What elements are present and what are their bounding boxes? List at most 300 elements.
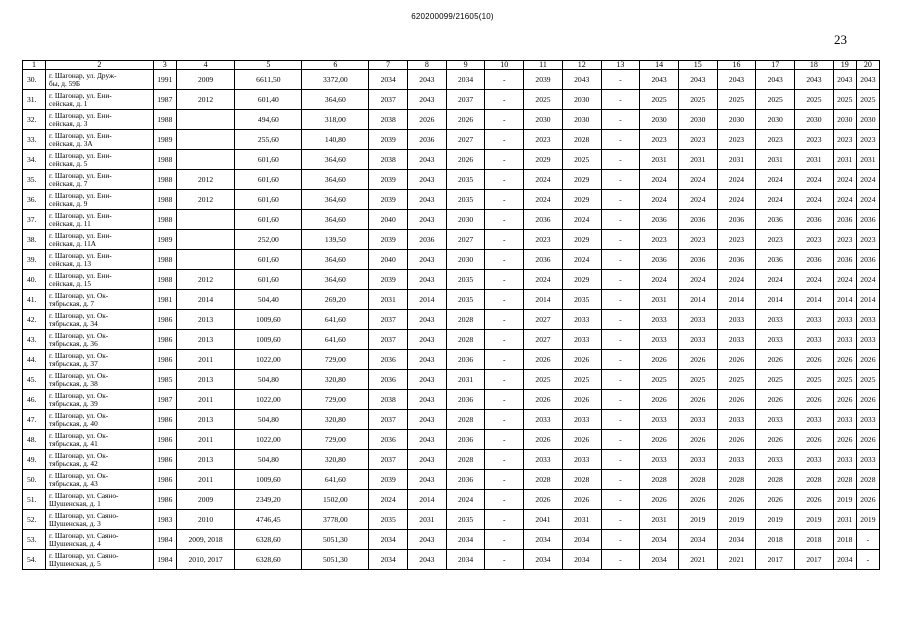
row-number: 43.	[23, 330, 46, 350]
table-cell: 2026	[795, 430, 834, 450]
table-cell	[176, 110, 235, 130]
table-cell: 1988	[153, 190, 176, 210]
address-cell: г. Шагонар, ул. Ени- сейская, д. 7	[46, 170, 154, 190]
table-cell: 2024	[833, 270, 856, 290]
table-cell: 2034	[640, 530, 679, 550]
table-cell: 2024	[640, 170, 679, 190]
table-cell: 2018	[795, 530, 834, 550]
table-cell: 2035	[562, 290, 601, 310]
table-cell: 601,60	[235, 170, 302, 190]
table-cell: -	[601, 450, 640, 470]
table-cell: 2026	[717, 390, 756, 410]
table-cell: 364,60	[302, 190, 369, 210]
table-cell: 2030	[833, 110, 856, 130]
table-cell: 6328,60	[235, 530, 302, 550]
table-cell: 2026	[856, 430, 879, 450]
table-cell: 2043	[408, 350, 447, 370]
table-cell: 2030	[717, 110, 756, 130]
table-cell: 2026	[408, 110, 447, 130]
table-cell: 3372,00	[302, 70, 369, 90]
table-cell: 2012	[176, 170, 235, 190]
table-cell: 1981	[153, 290, 176, 310]
address-cell: г. Шагонар, ул. Ок- тябрьская, д. 37	[46, 350, 154, 370]
table-row	[23, 450, 880, 470]
table-cell: 2033	[833, 410, 856, 430]
table-cell: 2030	[446, 210, 485, 230]
table-cell: 2026	[640, 390, 679, 410]
row-number: 48.	[23, 430, 46, 450]
table-cell: 2031	[856, 150, 879, 170]
table-cell: 2031	[562, 510, 601, 530]
table-cell: 2033	[717, 450, 756, 470]
table-cell: 1988	[153, 270, 176, 290]
table-cell: 2023	[856, 130, 879, 150]
table-cell: 2026	[756, 390, 795, 410]
table-row	[23, 190, 880, 210]
table-cell: 4746,45	[235, 510, 302, 530]
table-cell: 2034	[369, 550, 408, 570]
table-cell: 2031	[833, 150, 856, 170]
table-cell: 2023	[640, 230, 679, 250]
table-cell: 2033	[562, 330, 601, 350]
column-header: 13	[601, 61, 640, 70]
table-cell: -	[601, 250, 640, 270]
table-cell: 2024	[756, 170, 795, 190]
table-cell: 2028	[524, 470, 563, 490]
table-cell: 2033	[833, 310, 856, 330]
table-cell: 2034	[717, 530, 756, 550]
table-cell: 2023	[756, 130, 795, 150]
table-cell: 641,60	[302, 470, 369, 490]
table-cell: 2031	[678, 150, 717, 170]
table-cell: -	[485, 210, 524, 230]
column-header: 1	[23, 61, 46, 70]
table-cell: 2026	[833, 430, 856, 450]
table-cell: 2034	[562, 550, 601, 570]
table-cell: 2031	[833, 510, 856, 530]
row-number: 51.	[23, 490, 46, 510]
table-cell: 2036	[717, 210, 756, 230]
table-cell: 2026	[524, 390, 563, 410]
table-cell: -	[601, 550, 640, 570]
table-cell: 2033	[717, 310, 756, 330]
table-cell: 2017	[795, 550, 834, 570]
table-cell: 2031	[640, 290, 679, 310]
table-cell: 6328,60	[235, 550, 302, 570]
table-row	[23, 470, 880, 490]
table-cell: -	[485, 390, 524, 410]
table-cell: 2031	[756, 150, 795, 170]
table-cell: 2024	[562, 250, 601, 270]
table-cell: 2023	[640, 130, 679, 150]
table-cell: -	[601, 530, 640, 550]
table-cell: 2028	[678, 470, 717, 490]
row-number: 39.	[23, 250, 46, 270]
row-number: 32.	[23, 110, 46, 130]
table-cell: 601,60	[235, 190, 302, 210]
table-cell: -	[485, 530, 524, 550]
table-cell: 1984	[153, 530, 176, 550]
table-cell: 2037	[369, 410, 408, 430]
table-cell: 2025	[640, 90, 679, 110]
table-cell: 2035	[446, 290, 485, 310]
row-number: 31.	[23, 90, 46, 110]
table-cell: -	[485, 250, 524, 270]
column-header: 9	[446, 61, 485, 70]
address-cell: г. Шагонар, ул. Саяно- Шушенская, д. 1	[46, 490, 154, 510]
column-header: 10	[485, 61, 524, 70]
table-cell: 2043	[408, 90, 447, 110]
address-cell: г. Шагонар, ул. Ени- сейская, д. 11	[46, 210, 154, 230]
table-cell: 2033	[833, 450, 856, 470]
table-cell: 1986	[153, 470, 176, 490]
table-cell: 2043	[562, 70, 601, 90]
table-cell: 2024	[717, 170, 756, 190]
table-cell: 2036	[369, 370, 408, 390]
table-cell: 2027	[524, 310, 563, 330]
table-cell: 2024	[678, 170, 717, 190]
table-cell: 2026	[795, 490, 834, 510]
table-cell: 2033	[562, 410, 601, 430]
table-cell: 2014	[678, 290, 717, 310]
table-cell: 2014	[756, 290, 795, 310]
table-cell: 2036	[756, 250, 795, 270]
table-cell: 2031	[369, 290, 408, 310]
table-cell: 2023	[717, 230, 756, 250]
table-cell: 2025	[833, 370, 856, 390]
row-number: 46.	[23, 390, 46, 410]
table-cell: 2014	[408, 290, 447, 310]
table-cell: 2031	[717, 150, 756, 170]
table-cell: 504,80	[235, 370, 302, 390]
table-cell: 2031	[795, 150, 834, 170]
table-row	[23, 350, 880, 370]
table-cell: 2026	[524, 490, 563, 510]
table-cell: 641,60	[302, 310, 369, 330]
table-cell: -	[601, 130, 640, 150]
table-cell: 2030	[640, 110, 679, 130]
table-row	[23, 250, 880, 270]
table-cell: 2033	[756, 450, 795, 470]
table-cell: 1987	[153, 390, 176, 410]
table-cell: 2023	[524, 130, 563, 150]
table-cell: 1986	[153, 330, 176, 350]
table-cell: 2043	[795, 70, 834, 90]
row-number: 54.	[23, 550, 46, 570]
table-cell: 2013	[176, 370, 235, 390]
table-cell: 2026	[795, 390, 834, 410]
table-cell: 2024	[756, 190, 795, 210]
table-cell: 2039	[369, 230, 408, 250]
table-cell: 2023	[678, 130, 717, 150]
table-cell	[176, 210, 235, 230]
table-cell: 2023	[524, 230, 563, 250]
table-cell: 2013	[176, 410, 235, 430]
table-cell: 1986	[153, 410, 176, 430]
table-cell: 2023	[856, 230, 879, 250]
column-header: 15	[678, 61, 717, 70]
table-cell: -	[601, 70, 640, 90]
table-cell: 729,00	[302, 390, 369, 410]
table-row	[23, 150, 880, 170]
table-body	[23, 70, 880, 570]
table-row	[23, 390, 880, 410]
table-cell: 2036	[795, 210, 834, 230]
table-cell: -	[601, 110, 640, 130]
table-cell: 2019	[795, 510, 834, 530]
table-cell: 2036	[678, 250, 717, 270]
table-row	[23, 410, 880, 430]
table-cell: 2012	[176, 190, 235, 210]
table-cell: 1988	[153, 210, 176, 230]
table-cell: 1986	[153, 430, 176, 450]
table-cell: 2024	[856, 190, 879, 210]
row-number: 44.	[23, 350, 46, 370]
table-cell: 2019	[717, 510, 756, 530]
table-cell: 2010	[176, 510, 235, 530]
address-cell: г. Шагонар, ул. Саяно- Шушенская, д. 3	[46, 510, 154, 530]
table-cell: 1988	[153, 110, 176, 130]
table-cell	[176, 130, 235, 150]
column-header: 16	[717, 61, 756, 70]
table-cell: 1022,00	[235, 350, 302, 370]
table-cell: 2026	[446, 150, 485, 170]
table-cell: 2014	[408, 490, 447, 510]
table-cell: 601,60	[235, 210, 302, 230]
address-cell: г. Шагонар, ул. Ени- сейская, д. 9	[46, 190, 154, 210]
table-cell: 255,60	[235, 130, 302, 150]
table-cell: 1986	[153, 450, 176, 470]
table-cell: 2043	[408, 270, 447, 290]
table-cell: 2036	[524, 210, 563, 230]
table-cell: 1986	[153, 350, 176, 370]
table-cell: 2014	[856, 290, 879, 310]
table-cell: 2037	[369, 450, 408, 470]
table-row	[23, 90, 880, 110]
table-cell: 2021	[717, 550, 756, 570]
table-cell: 2014	[717, 290, 756, 310]
table-cell: 2043	[408, 430, 447, 450]
address-cell: г. Шагонар, ул. Ок- тябрьская, д. 7	[46, 290, 154, 310]
table-cell: 2026	[795, 350, 834, 370]
table-cell: 1009,60	[235, 330, 302, 350]
address-cell: г. Шагонар, ул. Ок- тябрьская, д. 43	[46, 470, 154, 490]
table-cell: 2043	[408, 210, 447, 230]
table-cell: 2031	[640, 510, 679, 530]
table-cell: 2030	[562, 110, 601, 130]
table-cell: -	[485, 90, 524, 110]
table-cell: -	[601, 230, 640, 250]
table-cell: 2034	[446, 70, 485, 90]
table-cell: -	[485, 310, 524, 330]
table-cell: -	[601, 270, 640, 290]
table-cell: 364,60	[302, 250, 369, 270]
table-cell: 2014	[176, 290, 235, 310]
row-number: 30.	[23, 70, 46, 90]
table-cell: 1009,60	[235, 310, 302, 330]
table-cell: 2035	[446, 170, 485, 190]
table-cell: 2036	[369, 350, 408, 370]
table-cell: 2036	[833, 250, 856, 270]
table-cell: 2034	[524, 550, 563, 570]
table-cell: -	[485, 190, 524, 210]
table-row	[23, 490, 880, 510]
table-cell: 2033	[856, 330, 879, 350]
table-cell: 364,60	[302, 210, 369, 230]
table-cell: 2034	[446, 530, 485, 550]
table-cell: 2025	[562, 150, 601, 170]
table-row	[23, 170, 880, 190]
table-cell: 2030	[562, 90, 601, 110]
table-cell: 2023	[678, 230, 717, 250]
table-cell: 320,80	[302, 410, 369, 430]
row-number: 41.	[23, 290, 46, 310]
table-cell: 2024	[678, 270, 717, 290]
table-cell: 2025	[795, 370, 834, 390]
table-cell: 2043	[408, 150, 447, 170]
column-header: 11	[524, 61, 563, 70]
row-number: 53.	[23, 530, 46, 550]
table-cell: 2011	[176, 350, 235, 370]
table-cell: 2028	[640, 470, 679, 490]
table-cell: 2034	[369, 70, 408, 90]
table-cell: 2036	[833, 210, 856, 230]
table-cell: 2026	[678, 390, 717, 410]
table-cell: 2039	[369, 270, 408, 290]
table-cell: 2019	[833, 490, 856, 510]
table-cell: 1987	[153, 90, 176, 110]
table-cell: 2011	[176, 390, 235, 410]
row-number: 33.	[23, 130, 46, 150]
table-row	[23, 110, 880, 130]
table-cell: 2030	[678, 110, 717, 130]
table-cell: 2012	[176, 90, 235, 110]
table-cell: 2023	[833, 130, 856, 150]
column-header: 5	[235, 61, 302, 70]
table-cell: 2033	[640, 410, 679, 430]
table-cell: 2034	[833, 550, 856, 570]
table-cell: -	[601, 310, 640, 330]
table-cell: 2028	[446, 310, 485, 330]
table-row	[23, 130, 880, 150]
column-header: 20	[856, 61, 879, 70]
table-cell: 2036	[856, 250, 879, 270]
table-cell: 2033	[756, 330, 795, 350]
page-number: 23	[834, 32, 847, 47]
table-cell: -	[601, 490, 640, 510]
table-row	[23, 530, 880, 550]
table-cell: 2026	[756, 490, 795, 510]
table-row	[23, 270, 880, 290]
table-cell: 2036	[640, 210, 679, 230]
address-cell: г. Шагонар, ул. Ок- тябрьская, д. 42	[46, 450, 154, 470]
table-cell: 2023	[756, 230, 795, 250]
table-cell: 2039	[369, 130, 408, 150]
table-cell: 2026	[524, 430, 563, 450]
table-cell: 2033	[756, 410, 795, 430]
table-cell: 2033	[856, 310, 879, 330]
table-cell: 1502,00	[302, 490, 369, 510]
table-cell: 2025	[678, 370, 717, 390]
table-cell: 2025	[795, 90, 834, 110]
table-cell: 2033	[856, 450, 879, 470]
table-cell: 504,80	[235, 410, 302, 430]
table-cell: -	[601, 370, 640, 390]
table-cell: -	[601, 350, 640, 370]
table-cell: 2039	[369, 190, 408, 210]
column-header: 4	[176, 61, 235, 70]
table-cell: 2026	[833, 350, 856, 370]
table-cell: 2026	[717, 430, 756, 450]
table-cell: 2030	[856, 110, 879, 130]
table-cell: 2028	[756, 470, 795, 490]
table-cell: 1022,00	[235, 390, 302, 410]
table-cell: 3778,00	[302, 510, 369, 530]
table-cell: 1022,00	[235, 430, 302, 450]
table-cell: 2033	[678, 410, 717, 430]
table-cell: 2025	[524, 90, 563, 110]
table-cell: 2012	[176, 270, 235, 290]
table-cell: 2036	[678, 210, 717, 230]
table-cell: 2043	[408, 450, 447, 470]
table-cell: 2026	[562, 490, 601, 510]
table-row	[23, 370, 880, 390]
row-number: 52.	[23, 510, 46, 530]
table-cell: 2043	[678, 70, 717, 90]
table-cell: 2033	[795, 330, 834, 350]
table-cell: 2033	[562, 450, 601, 470]
table-cell: 1985	[153, 370, 176, 390]
table-cell: 1009,60	[235, 470, 302, 490]
address-cell: г. Шагонар, ул. Саяно- Шушенская, д. 5	[46, 550, 154, 570]
table-cell: 1986	[153, 310, 176, 330]
table-cell: 2041	[524, 510, 563, 530]
row-number: 36.	[23, 190, 46, 210]
table-cell: 2026	[524, 350, 563, 370]
table-cell: 2024	[795, 170, 834, 190]
table-cell: 2033	[833, 330, 856, 350]
table-cell: 1988	[153, 170, 176, 190]
row-number: 37.	[23, 210, 46, 230]
table-cell: 601,60	[235, 150, 302, 170]
table-cell: 2026	[717, 490, 756, 510]
table-cell: 2035	[446, 510, 485, 530]
table-cell: 2021	[678, 550, 717, 570]
table-cell: 2026	[856, 350, 879, 370]
table-cell: -	[485, 350, 524, 370]
row-number: 42.	[23, 310, 46, 330]
table-cell: 2025	[756, 370, 795, 390]
address-cell: г. Шагонар, ул. Ок- тябрьская, д. 41	[46, 430, 154, 450]
table-cell: 2018	[756, 530, 795, 550]
table-cell: 2033	[524, 410, 563, 430]
address-cell: г. Шагонар, ул. Ени- сейская, д. 1	[46, 90, 154, 110]
table-cell: 2043	[756, 70, 795, 90]
table-cell: -	[601, 170, 640, 190]
table-cell: 2013	[176, 310, 235, 330]
table-cell: 2043	[640, 70, 679, 90]
table-header	[23, 61, 880, 70]
table-cell: 2034	[678, 530, 717, 550]
table-cell: 2025	[524, 370, 563, 390]
table-cell: 2043	[408, 70, 447, 90]
table-cell: -	[485, 450, 524, 470]
address-cell: г. Шагонар, ул. Саяно- Шушенская, д. 4	[46, 530, 154, 550]
address-cell: г. Шагонар, ул. Ени- сейская, д. 3	[46, 110, 154, 130]
table-cell: 2036	[640, 250, 679, 270]
table-cell: 2028	[446, 330, 485, 350]
table-cell: -	[485, 330, 524, 350]
